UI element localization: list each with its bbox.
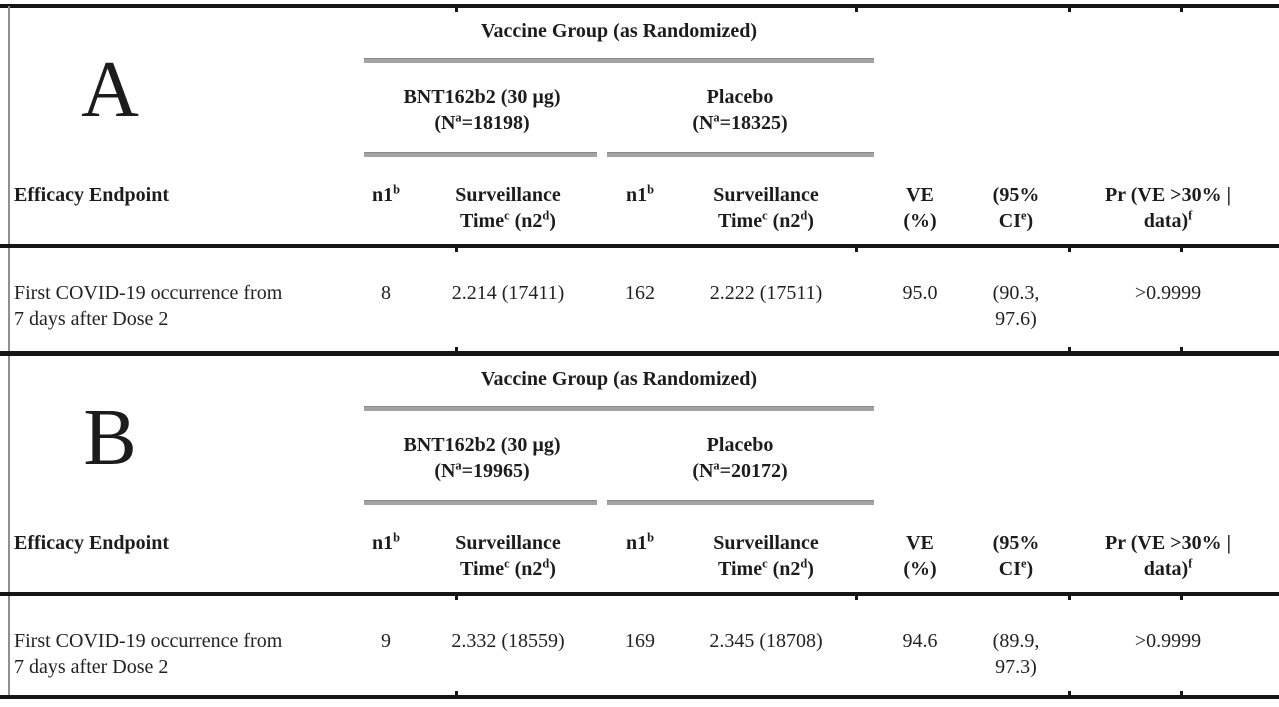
cell-pr: >0.9999 xyxy=(1134,630,1202,652)
vaccine-arm-n: $(N^a=18198)$ xyxy=(434,110,530,134)
placebo-arm-n: $(N^a=18325)$ xyxy=(692,110,788,134)
column-tick xyxy=(1068,248,1071,252)
column-tick xyxy=(455,248,458,252)
header-surveillance-vaccine: Surveillance Time$^c$ (n2$^d$) xyxy=(455,532,561,580)
header-efficacy-endpoint: Efficacy Endpoint xyxy=(14,532,170,554)
column-tick xyxy=(1180,691,1183,695)
column-tick xyxy=(1180,248,1183,252)
header-n1-placebo: n1$^b$ xyxy=(625,530,655,554)
header-n1-vaccine: n1$^b$ xyxy=(371,182,401,206)
placebo-spanner-rule xyxy=(607,152,874,157)
placebo-arm-name: Placebo xyxy=(706,86,774,108)
cell-surveillance-placebo: 2.345 (18708) xyxy=(709,630,823,652)
placebo-arm-label xyxy=(610,432,870,484)
vaccine-arm-name: BNT162b2 (30 µg) xyxy=(403,434,561,456)
group-spanner-rule xyxy=(364,58,874,63)
panel-label: B xyxy=(83,394,137,482)
placebo-arm-label xyxy=(610,84,870,136)
vaccine-arm-label xyxy=(368,84,596,136)
column-tick xyxy=(855,596,858,600)
vaccine-arm-name: BNT162b2 (30 µg) xyxy=(403,86,561,108)
header-bottom-rule xyxy=(0,592,1279,596)
cell-surveillance-vaccine: 2.332 (18559) xyxy=(451,630,565,652)
placebo-arm-name: Placebo xyxy=(706,434,774,456)
vaccine-arm-n: $(N^a=19965)$ xyxy=(434,458,530,482)
column-tick xyxy=(1180,596,1183,600)
panel-a xyxy=(0,8,1279,351)
cell-n1-vaccine: 9 xyxy=(381,630,391,652)
cell-n1-placebo: 162 xyxy=(625,282,655,304)
vaccine-arm-label xyxy=(368,432,596,484)
header-pr: Pr (VE >30% | data)$^f$ xyxy=(1105,532,1231,580)
vaccine-spanner-rule xyxy=(364,500,597,505)
header-surveillance-placebo: Surveillance Time$^c$ (n2$^d$) xyxy=(713,184,819,232)
cell-n1-vaccine: 8 xyxy=(381,282,391,304)
column-tick xyxy=(455,596,458,600)
column-tick xyxy=(855,248,858,252)
cell-ve: 95.0 xyxy=(902,282,938,304)
column-tick xyxy=(455,347,458,351)
column-tick xyxy=(1180,347,1183,351)
header-efficacy-endpoint: Efficacy Endpoint xyxy=(14,184,170,206)
column-tick xyxy=(1068,596,1071,600)
cell-efficacy-endpoint: First COVID-19 occurrence from 7 days after Dose 2 xyxy=(14,630,283,678)
cell-ci: (90.3, 97.6) xyxy=(992,282,1040,330)
cell-ve: 94.6 xyxy=(902,630,938,652)
header-pr: Pr (VE >30% | data)$^f$ xyxy=(1105,184,1231,232)
header-n1-vaccine: n1$^b$ xyxy=(371,530,401,554)
vaccine-spanner-rule xyxy=(364,152,597,157)
cell-surveillance-vaccine: 2.214 (17411) xyxy=(451,282,565,304)
cell-efficacy-endpoint: First COVID-19 occurrence from 7 days after Dose 2 xyxy=(14,282,283,330)
vaccine-group-header: Vaccine Group (as Randomized) xyxy=(480,368,758,390)
column-tick xyxy=(1068,347,1071,351)
cell-pr: >0.9999 xyxy=(1134,282,1202,304)
cell-n1-placebo: 169 xyxy=(625,630,655,652)
column-tick xyxy=(1068,691,1071,695)
table-bottom-rule xyxy=(0,695,1279,699)
header-ci: (95% CIe) xyxy=(992,532,1040,580)
cell-surveillance-placebo: 2.222 (17511) xyxy=(709,282,823,304)
header-n1-placebo: n1$^b$ xyxy=(625,182,655,206)
panel-b xyxy=(0,356,1279,695)
panel-label: A xyxy=(81,46,139,134)
header-ve: VE (%) xyxy=(903,184,937,232)
cell-ci: (89.9, 97.3) xyxy=(992,630,1040,678)
header-ve: VE (%) xyxy=(903,532,937,580)
placebo-arm-n: $(N^a=20172)$ xyxy=(692,458,788,482)
placebo-spanner-rule xyxy=(607,500,874,505)
vaccine-group-header: Vaccine Group (as Randomized) xyxy=(480,20,758,42)
group-spanner-rule xyxy=(364,406,874,411)
header-ci: (95% CIe) xyxy=(992,184,1040,232)
header-surveillance-placebo: Surveillance Time$^c$ (n2$^d$) xyxy=(713,532,819,580)
header-surveillance-vaccine: Surveillance Time$^c$ (n2$^d$) xyxy=(455,184,561,232)
header-bottom-rule xyxy=(0,244,1279,248)
column-tick xyxy=(455,691,458,695)
